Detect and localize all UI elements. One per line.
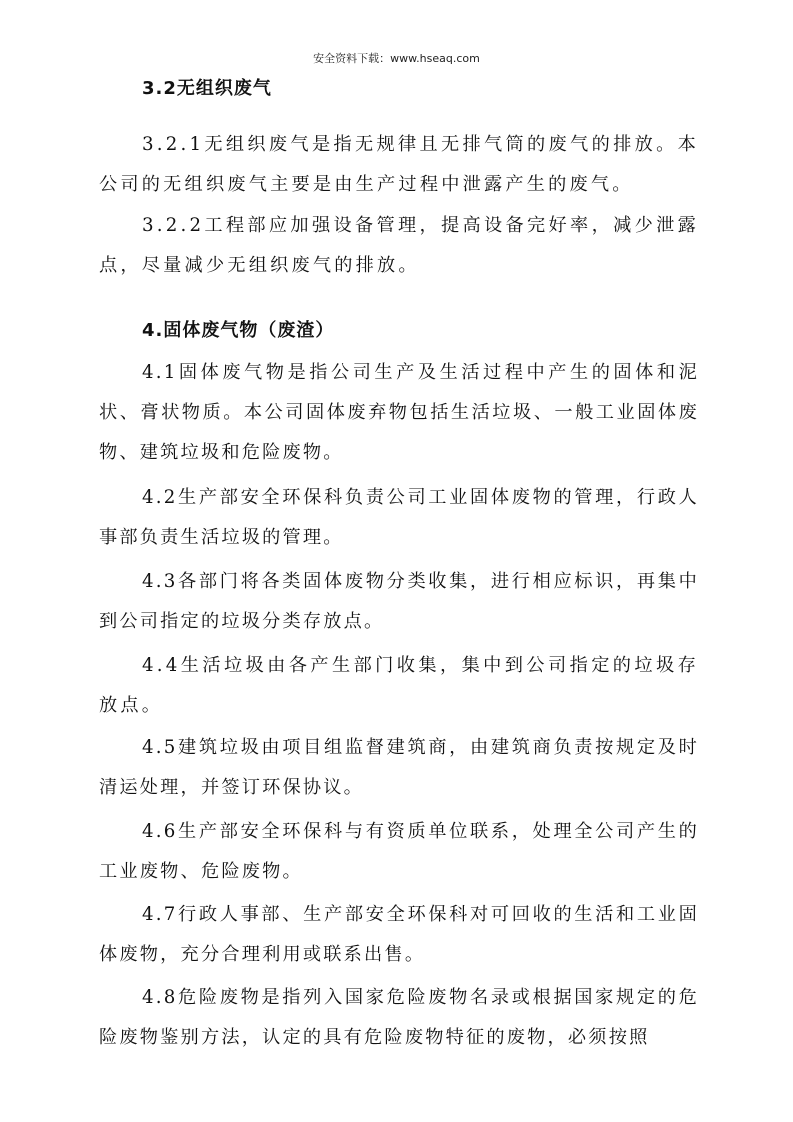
paragraph-4-7: 4.7行政人事部、生产部安全环保科对可回收的生活和工业固体废物，充分合理利用或联系出售。 bbox=[99, 904, 699, 965]
paragraph-4-1: 4.1固体废气物是指公司生产及生活过程中产生的固体和泥状、膏状物质。本公司固体废弃物包括生活垃圾、一般工业固体废物、建筑垃圾和危险废物。 bbox=[99, 362, 699, 463]
section-heading-3-2: 3.2无组织废气 bbox=[142, 78, 272, 99]
paragraph-4-3: 4.3各部门将各类固体废物分类收集，进行相应标识，再集中到公司指定的垃圾分类存放点。 bbox=[99, 571, 699, 632]
section-heading-4: 4.固体废气物（废渣） bbox=[142, 320, 335, 341]
paragraph-4-4: 4.4生活垃圾由各产生部门收集，集中到公司指定的垃圾存放点。 bbox=[99, 655, 699, 716]
paragraph-4-6: 4.6生产部安全环保科与有资质单位联系，处理全公司产生的工业废物、危险废物。 bbox=[99, 821, 699, 882]
paragraph-3-2-2: 3.2.2工程部应加强设备管理，提高设备完好率，减少泄露点，尽量减少无组织废气的排放。 bbox=[99, 215, 699, 276]
paragraph-4-8: 4.8危险废物是指列入国家危险废物名录或根据国家规定的危险废物鉴别方法，认定的具有危险废物特征的废物，必须按照 bbox=[99, 987, 699, 1048]
paragraph-4-5: 4.5建筑垃圾由项目组监督建筑商，由建筑商负责按规定及时清运处理，并签订环保协议。 bbox=[99, 737, 699, 798]
paragraph-3-2-1: 3.2.1无组织废气是指无规律且无排气筒的废气的排放。本公司的无组织废气主要是由生产过程中泄露产生的废气。 bbox=[99, 134, 699, 195]
page-header: 安全资料下载：www.hseaq.com bbox=[313, 52, 480, 65]
paragraph-4-2: 4.2生产部安全环保科负责公司工业固体废物的管理，行政人事部负责生活垃圾的管理。 bbox=[99, 487, 699, 548]
